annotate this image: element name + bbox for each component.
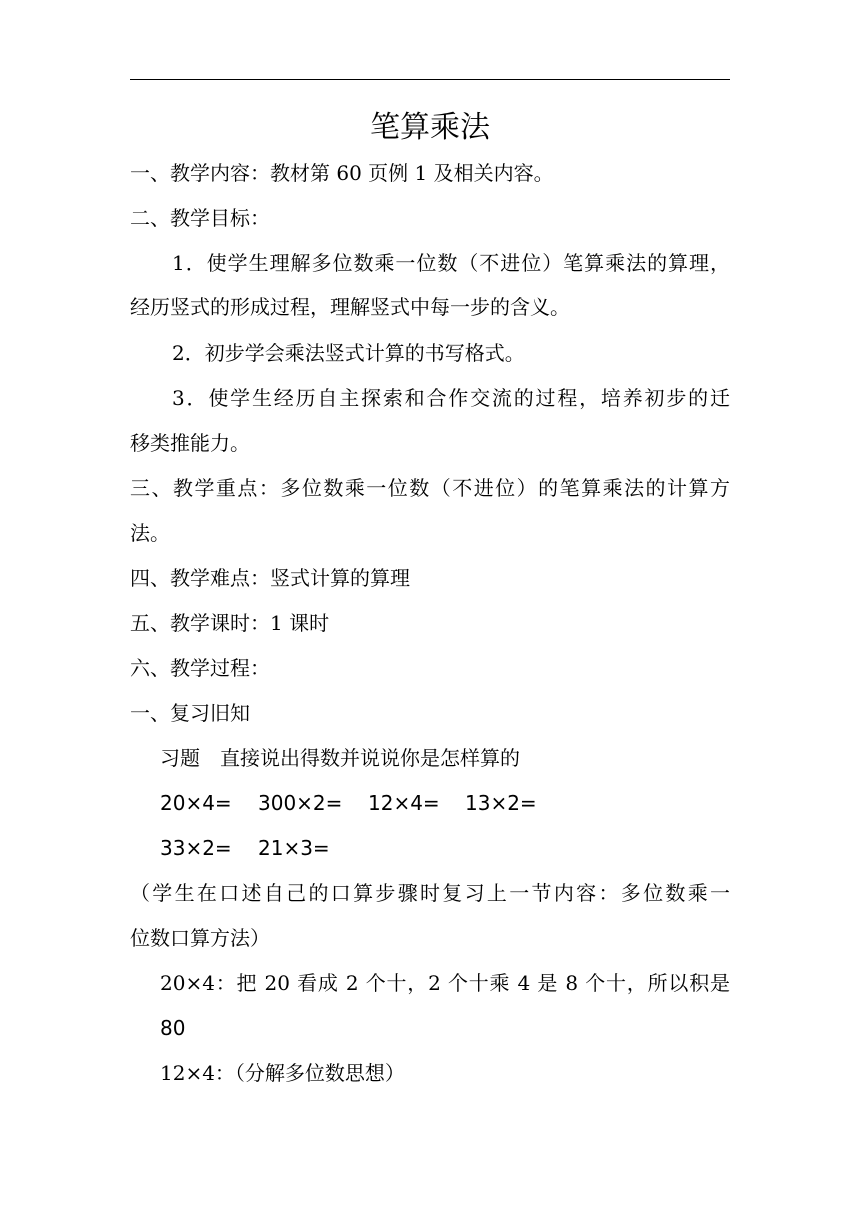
explanation-1-line-2: 80 bbox=[160, 1016, 186, 1040]
calc-item: 300×2= bbox=[258, 791, 343, 815]
explanation-2: 12×4：（分解多位数思想） bbox=[160, 1061, 405, 1085]
calc-item: 13×2= bbox=[465, 791, 537, 815]
header-rule bbox=[130, 79, 730, 80]
page-title: 笔算乘法 bbox=[370, 110, 490, 145]
goals-heading: 二、教学目标： bbox=[130, 206, 270, 230]
goal-3-line-1: 3．使学生经历自主探索和合作交流的过程，培养初步的迁 bbox=[172, 386, 730, 410]
key-point-line-1: 三、教学重点：多位数乘一位数（不进位）的笔算乘法的计算方 bbox=[130, 476, 730, 500]
goal-1-line-2: 经历竖式的形成过程，理解竖式中每一步的含义。 bbox=[130, 295, 570, 319]
key-point-line-2: 法。 bbox=[130, 521, 170, 545]
class-hours: 五、教学课时：1 课时 bbox=[130, 611, 330, 635]
goal-1-line-1: 1．使学生理解多位数乘一位数（不进位）笔算乘法的算理， bbox=[172, 251, 730, 275]
explanation-1-line-1: 20×4：把 20 看成 2 个十，2 个十乘 4 是 8 个十，所以积是 bbox=[160, 971, 730, 995]
goal-2: 2．初步学会乘法竖式计算的书写格式。 bbox=[172, 341, 525, 365]
review-heading: 一、复习旧知 bbox=[130, 701, 250, 725]
note-line-2: 位数口算方法） bbox=[130, 926, 270, 950]
calc-item: 21×3= bbox=[258, 836, 330, 860]
process-heading: 六、教学过程： bbox=[130, 656, 270, 680]
calc-item: 12×4= bbox=[368, 791, 440, 815]
calc-item: 20×4= bbox=[160, 791, 232, 815]
note-line-1: （学生在口述自己的口算步骤时复习上一节内容：多位数乘一 bbox=[130, 881, 730, 905]
difficulty: 四、教学难点：竖式计算的算理 bbox=[130, 566, 410, 590]
calc-item: 33×2= bbox=[160, 836, 232, 860]
exercise-prompt: 习题 直接说出得数并说说你是怎样算的 bbox=[160, 746, 520, 770]
goal-3-line-2: 移类推能力。 bbox=[130, 431, 250, 455]
teaching-content: 一、教学内容：教材第 60 页例 1 及相关内容。 bbox=[130, 161, 554, 185]
